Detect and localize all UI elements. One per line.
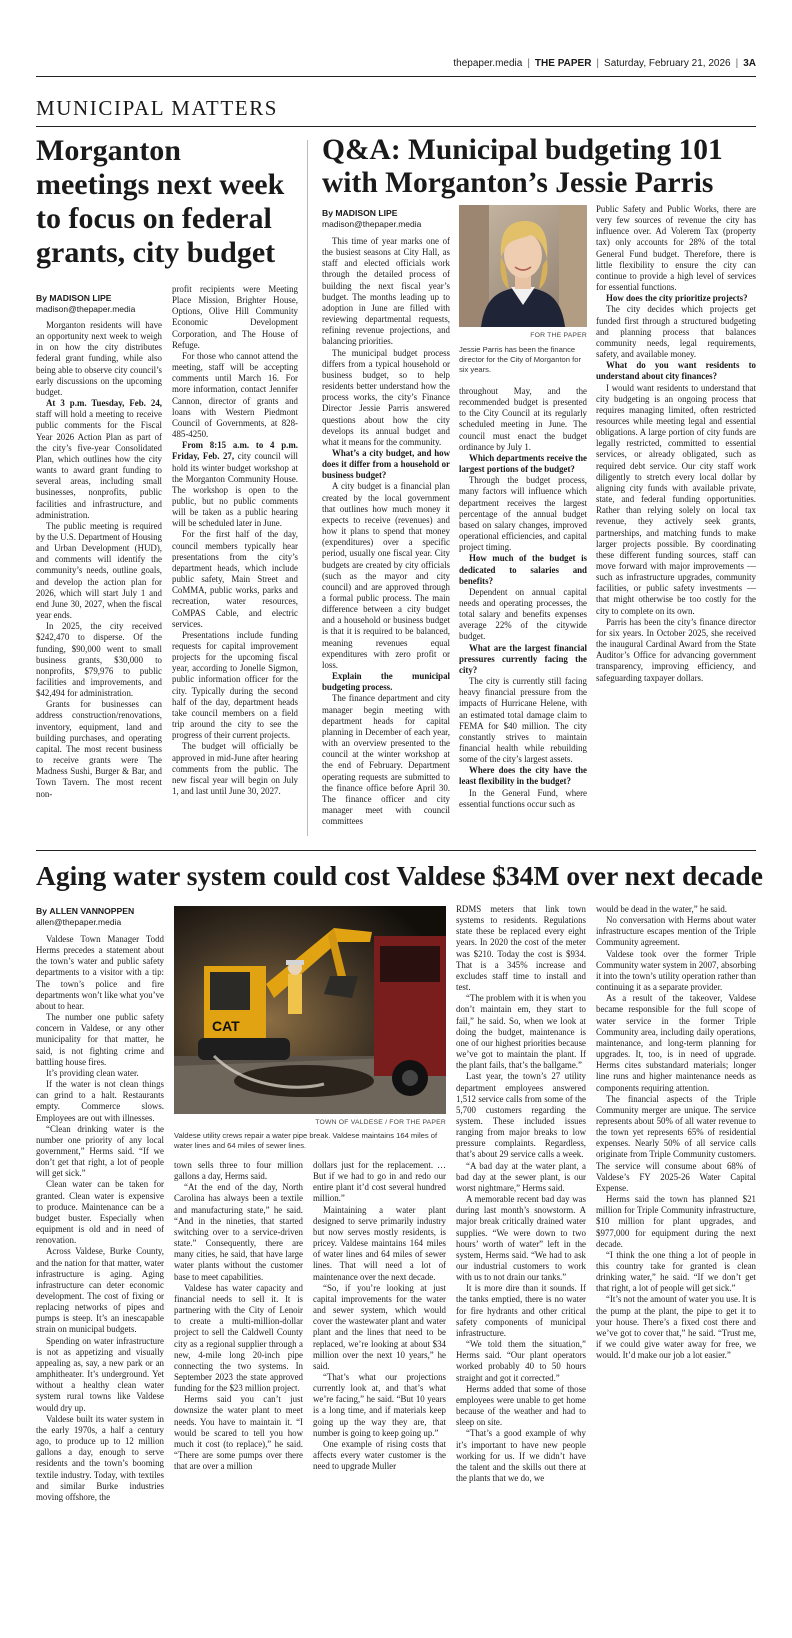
story3-byline [36,906,166,928]
body-paragraph: “So, if you’re looking at just capital improvements for the water and sewer system, which would cover the wastewater plant and water plant and the lines that need to be replaced, we’re looking at about $34 million over the next 10 years,” he said. [313,1282,446,1371]
body-paragraph: Clean water can be taken for granted. Clean water is expensive to produce. Maintenance can be a budget buster. Especially when equipment is old and in need of renovation. [36,1179,164,1246]
body-paragraph: RDMS meters that link town systems to residents. Regulations state these be replaced every eight years. In 2020 the cost of the meter was $210. Today the cost is $934. That is a 345% increase and excludes staff time to install and test. [456,904,586,993]
qa-question: How does the city prioritize projects? [606,293,748,304]
body-paragraph: Public Safety and Public Works, there are very few sources of revenue the city has influence over. Ad Volerem Tax (property tax) only accounts for 28% of the total General Fund budget. Therefore, there is little flexibility to ensure the city can continue to provide a high level of services for essential functions. [596,204,756,293]
body-paragraph: Morganton residents will have an opportunity next week to weigh in on how the city distributes federal grant funding, while also being able to observe city council’s early discussions on the upcoming budget. [36,320,162,397]
body-paragraph: Valdese built its water system in the early 1970s, a half a century ago, to produce up to 12 million gallons a day, enough to serve residents and the town’s booming textile industry. Today, with textiles and similar Burke industries moving offshore, the [36,1413,164,1502]
body-paragraph: It is more dire than it sounds. If the tanks emptied, there is no water for fire hydrants and other critical safety components of municipal infrastructure. [456,1283,586,1338]
body-paragraph: Maintaining a water plant designed to serve primarily industry but now serves mostly residents, is pricey. Valdese maintains 164 miles of water lines and 64 miles of sewer lines. That will need a lot of maintenance over the next decade. [313,1204,446,1282]
story1-headline[interactable]: Morganton meetings next week to focus on federal grants, city budget [36,134,285,269]
body-paragraph: As a result of the takeover, Valdese became responsible for the full scope of water service in the former Triple Community area, including daily operations, maintenance, and long-term planning for upgrades. It, too, is in need of upgrade. Herms cites substandard materials; longer line runs and higher maintenance needs as components requiring attention. [596,993,756,1093]
qa-question: How much of the budget is dedicated to salaries and benefits? [459,553,587,586]
body-paragraph: “That’s what our projections currently look at, and that’s what we’re facing,” he said. “But 10 years is a long time, and if materials keep going up the way they are, that number is going to keep going up.” [313,1371,446,1438]
body-paragraph: Last year, the town’s 27 utility department employees answered 1,512 service calls from some of the 5,700 customers regarding the system. These included issues ranging from major breaks to low pressure complaints. Regardless, that’s about 29 service calls a week. [456,1071,586,1160]
story2-byline [322,208,452,230]
body-paragraph: Presentations include funding requests for capital improvement projects for the upcoming fiscal year, according to Jonelle Sigmon, public information officer for the city. Typically during the second half of the day, department heads take council members on a field trip around the city to see the progress of their current projects. [172,629,298,741]
story3-column-4 [456,904,586,1634]
body-paragraph: The public meeting is required by the U.S. Department of Housing and Urban Development (HUD), and comments will identify the community’s needs, outline goals, and develop the action plan for 2026, which will start July 1 and end June 30, 2027, when the fiscal year ends. [36,520,162,621]
body-paragraph: If the water is not clean things can grind to a halt. Restaurants empty. Commerce slows. Employees are out with illnesses. [36,1079,164,1123]
masthead-site[interactable]: thepaper.media [453,58,523,69]
story1-column-2 [172,284,298,834]
svg-text:CAT: CAT [212,1018,240,1034]
body-paragraph: profit recipients were Meeting Place Mission, Brighter House, Options, Olive Hill Community Economic Development Corporation, and The House of Refuge. [172,284,298,350]
story3-photo-caption: Valdese utility crews repair a water pipe break. Valdese maintains 164 miles of water lines and 64 miles of sewer lines. [174,1131,438,1150]
body-paragraph: The financial aspects of the Triple Community merger are unique. The service represents about 50% of all water revenue to the town yet represents 65% of residential expenses. Nearly 50% of all service calls originate from Triple Community customers. The service will consume about 68% of Valdese’s FY 2025-26 Water Capital Expense. [596,1093,756,1193]
night-repair-illustration [174,906,446,1114]
story3-headline[interactable]: Aging water system could cost Valdese $34M over next decade [36,860,763,891]
body-paragraph: “The problem with it is when you don’t maintain em, they start to fail,” he said. So, when we look at doing the budget, maintenance is one of our highest priorities because we’ve got to maintain the plant. If the plant fails, that’s the ballgame.” [456,993,586,1071]
body-paragraph: “At the end of the day, North Carolina has always been a textile and manufacturing state,” he said. “And in the nineties, that started switching over to a service-driven state.” Consequently, there are many cities, he said, that have large water plants without the customer base to meet capabilities. [174,1182,303,1282]
story-divider-rule [36,850,756,851]
body-paragraph: town sells three to four million gallons a day, Herms said. [174,1160,303,1182]
body-paragraph: Parris has been the city’s finance director for six years. In October 2025, she received the inaugural Cardinal Award from the State Auditor’s Office for advancing government transparency, improving efficiency, and safeguarding taxpayer dollars. [596,616,756,683]
body-paragraph: would be dead in the water,” he said. [596,904,727,914]
body-paragraph: Herms added that some of those employees were unable to get home because of the weather and had to sleep on site. [456,1383,586,1428]
qa-question: Where does the city have the least flexibility in the budget? [459,765,587,787]
body-paragraph: This time of year marks one of the busiest seasons at City Hall, as staff and elected officials work through the detailed process of building the next fiscal year’s budget. The months leading up to adoption in June are filled with reviewing departmental requests, refining revenue projections, and balancing priorities. [322,236,450,347]
story1-email[interactable]: madison@thepaper.media [36,304,136,314]
story2-column-2 [459,386,587,836]
paragraph-text: staff will hold a meeting to receive public comments for the Fiscal Year 2026 Action Plan as part of the city’s five-year Consolidated Plan, which outlines how the city wants to award grant funding to several areas, including small businesses, nonprofits, public facilities and infrastructure, and administration. [36,409,162,520]
body-paragraph: I would want residents to understand that city budgeting is an ongoing process that requires managing limited, often restricted resources while meeting legal and essential obligations. A large portion of city funds are legally restricted, committed to essential services, or already obligated, such as required debt service. Our city staff work diligently to stretch every local dollar by aligning city funds with available private, state, and federal funding opportunities. Rather than relying solely on local tax revenue, they actively seek grants, partnerships, and matching funds to make larger projects possible. By coordinating these different funding sources, staff can move forward with major improvements — such as infrastructure upgrades, community facilities, or public safety investments — that might otherwise be too costly for the city to complete on its own. [596,382,756,616]
water-repair-photo [174,906,446,1114]
body-paragraph: throughout May, and the recommended budget is presented to the City Council at its regularly scheduled meeting in June. The council must enact the budget ordinance by July 1. [459,386,587,452]
body-paragraph: For those who cannot attend the meeting, staff will be accepting comments until March 16. For more information, contact Jennifer Cannon, director of grants and loans with Western Piedmont Council of Governments, at 828-485-4250. [172,350,298,440]
body-paragraph: Herms said you can’t just downsize the water plant to meet needs. You have to maintain it. “I would be scared to tell you how much it cost (to replace),” he said. “There are some pumps over there that are over a million [174,1394,303,1472]
story2-email[interactable]: madison@thepaper.media [322,219,422,229]
story2-photo-caption: Jessie Parris has been the finance director for the City of Morganton for six years. [459,345,581,374]
body-paragraph: “Clean drinking water is the number one priority of any local government,” Herms said. “If we don’t get that right, a lot of people will get sick.” [36,1123,164,1179]
body-paragraph: The finance department and city manager begin meeting with department heads for capital planning in December of each year, with an overview presented to the council at the winter workshop at the end of February. Department operating requests are submitted to the finance office before April 30. The finance officer and city manager meet with council committees [322,693,450,827]
body-paragraph [172,440,298,529]
page-masthead: thepaper.media | THE PAPER | Saturday, February 21, 2026 | 3A [453,58,756,69]
story1-column-1 [36,320,162,832]
body-paragraph: Dependent on annual capital needs and operating processes, the total salary and benefits expenses average 22% of the citywide budget. [459,586,587,642]
masthead-date: Saturday, February 21, 2026 [604,58,731,69]
body-paragraph: “A bad day at the water plant, a bad day at the sewer plant, is our worst nightmare,” Herms said. [456,1160,586,1193]
body-paragraph: Across Valdese, Burke County, and the nation for that matter, water infrastructure is aging. Aging infrastructure can deter economic development. The cost of fixing or replacing networks of pipes and pumps is steep. It’s an inescapable strain on municipal budgets. [36,1246,164,1335]
qa-question: What’s a city budget, and how does it differ from a household or business budget? [322,447,450,481]
body-paragraph: In the General Fund, where essential functions occur such as [459,787,587,809]
body-paragraph: Valdese Town Manager Todd Herms precedes a statement about the town’s water and public safety departments to a visitor with a tip: The town’s police and fire departments won’t like what you’ve about to hear. [36,934,164,1011]
body-paragraph: Valdese has water capacity and financial needs to sell it. It is partnering with the City of Lenoir to create a multi-million-dollar project to sell the Caldwell County city as a regional supplier through a new, 4-mile long 20-inch pipe connecting the two systems. In September 2023 the state approved funding for the $23 million project. [174,1282,303,1394]
body-paragraph: “I think the one thing a lot of people in this country take for granted is clean drinking water,” he said. “If we don’t get that right, a lot of people will get sick.” [596,1249,756,1294]
body-paragraph: dollars just for the replacement. … But if we had to go in and redo our entire plant it’d cost several hundred million.” [313,1160,446,1204]
body-paragraph: “That’s a good example of why it’s important to have new people working for us. If we didn’t have the talent and the skills out there at the plants that we do, we [456,1428,586,1483]
body-paragraph: Through the budget process, many factors will influence which department receives the largest percentage of the annual budget based on salary changes, improved operational efficiencies, and capital project timing. [459,475,587,553]
body-paragraph: The number one public safety concern in Valdese, or any other municipality for that matter, he said, is not fighting crime and battling house fires. [36,1012,164,1067]
parris-photo [459,205,587,327]
body-paragraph [36,398,162,521]
section-title: MUNICIPAL MATTERS [36,96,279,120]
body-paragraph: One example of rising costs that affects every water customer is the need to upgrade Muller [313,1438,446,1472]
story3-column-5 [596,904,756,1634]
column-divider [307,140,308,836]
qa-question: Explain the municipal budgeting process. [322,671,450,693]
story2-column-3 [596,204,756,836]
paragraph-lead-in: From 8:15 a.m. to 4 p.m. Friday, Feb. 27, [172,440,298,462]
body-paragraph: In 2025, the city received $242,470 to disperse. Of the funding, $90,000 went to small business grants, $30,000 to nonprofits, $79,976 to public facilities and improvements, and $42,494 for administration. [36,621,162,699]
section-rule [36,126,756,127]
masthead-page-number: 3A [743,58,756,69]
body-paragraph: “It’s not the amount of water you use. It is the pump at the plant, the pipe to get it to your house. There’s a fixed cost there and we’ve got to cover that,” he said. “Trust me, if we could give water away for free, we would. It’d make our job a lot easier.” [596,1294,756,1361]
body-paragraph: The city decides which projects get funded first through a structured budgeting and planning process that balances community needs, legal requirements, safety, and available money. [596,304,756,360]
story3-column-1 [36,934,164,1634]
story1-byline [36,293,166,315]
paragraph-lead-in: At 3 p.m. Tuesday, Feb. 24, [46,398,162,409]
byline-label: By [36,906,47,916]
body-paragraph: The municipal budget process differs from a typical household or business budget, so to help residents better understand how the process works, the city’s Finance Director Jessie Parris answered questions about how the city develops its annual budget and what it means for the community. [322,347,450,447]
qa-question: What do you want residents to understand about city finances? [596,360,756,382]
body-paragraph: The city is currently still facing heavy financial pressure from the impacts of Hurricane Helene, with an estimated total damage claim to FEMA for $40 million. The city constantly strives to maintain financial health while rebuilding some of the city’s largest assets. [459,676,587,765]
story2-column-1 [322,236,450,834]
story3-author[interactable]: ALLEN VANNOPPEN [49,906,135,916]
paragraph-text: city council will hold its winter budget workshop at the Morganton Community House. The workshop is open to the public, but no public comments will be taken as a public hearing will be scheduled later in June. [172,451,298,529]
story1-author[interactable]: MADISON LIPE [49,293,112,303]
masthead-rule [36,76,756,77]
qa-question: Which departments receive the largest portions of the budget? [459,452,587,475]
body-paragraph: Valdese took over the former Triple Community water system in 2007, absorbing it into the town’s utility operation rather than continuing it as a separate provider. [596,948,756,993]
body-paragraph: Herms said the town has planned $21 million for Triple Community infrastructure, $10 million for plant upgrades, and $977,000 for equipment during the next decade. [596,1194,756,1249]
body-paragraph: Grants for businesses can address construction/renovations, inventory, equipment, land and building purchases, and operating capital. The most recent business to receive grants were The Madness Sushi, Burger & Bar, and Town Tavern. The most recent non- [36,699,162,799]
portrait-illustration [459,205,587,327]
body-paragraph: A city budget is a financial plan created by the local government that outlines how much money it expects to receive (revenues) and how it plans to spend that money (expenditures) over a specific period, usually one fiscal year. City budgets are created by city officials (such as the mayor and city council) and are approved through a formal public process. The main difference between a city budget and a household or business budget is that it is required to be balanced, meaning revenues equal expenditures with zero profit or loss. [322,481,450,670]
story3-column-3 [313,1160,446,1634]
story3-photo-credit: TOWN OF VALDESE / FOR THE PAPER [315,1119,446,1126]
qa-question: What are the largest financial pressures currently facing the city? [459,642,587,675]
body-paragraph: A memorable recent bad day was during last month’s snowstorm. A major break critically drained water supplies. “We were down to two hours’ worth of water” left in the system, Herms said. “We had to ask our industrial customers to work with us to not drain our tanks.” [456,1194,586,1283]
body-paragraph: It’s providing clean water. [46,1067,139,1078]
story3-email[interactable]: allen@thepaper.media [36,917,122,927]
body-paragraph: The budget will officially be approved in mid-June after hearing comments from the public. The new fiscal year will begin on July 1, and last until June 30, 2027. [172,741,298,797]
story2-photo-credit: FOR THE PAPER [530,332,587,339]
story3-column-2 [174,1160,303,1634]
story2-author[interactable]: MADISON LIPE [335,208,398,218]
byline-label: By [36,293,47,303]
masthead-paper-name: THE PAPER [534,58,592,69]
body-paragraph: “We told them the situation,” Herms said. “Our plant operators worked probably 40 to 50 hours straight and got it corrected.” [456,1339,586,1383]
body-paragraph: Spending on water infrastructure is not as appetizing and visually appealing as, say, a new park or an amphitheater. It’s underground. Yet without a healthy clean water system rural towns like Valdese would dry up. [36,1335,164,1413]
byline-label: By [322,208,333,218]
story2-headline[interactable]: Q&A: Municipal budgeting 101 with Morganton’s Jessie Parris [322,134,723,199]
body-paragraph: For the first half of the day, council members typically hear presentations from the city’s department heads, which include public safety, Main Street and CoMMA, public works, parks and recreation, water resources, CoMPAS Cable, and electric services. [172,529,298,629]
body-paragraph: No conversation with Herms about water infrastructure escapes mention of the Triple Community agreement. [596,915,756,948]
